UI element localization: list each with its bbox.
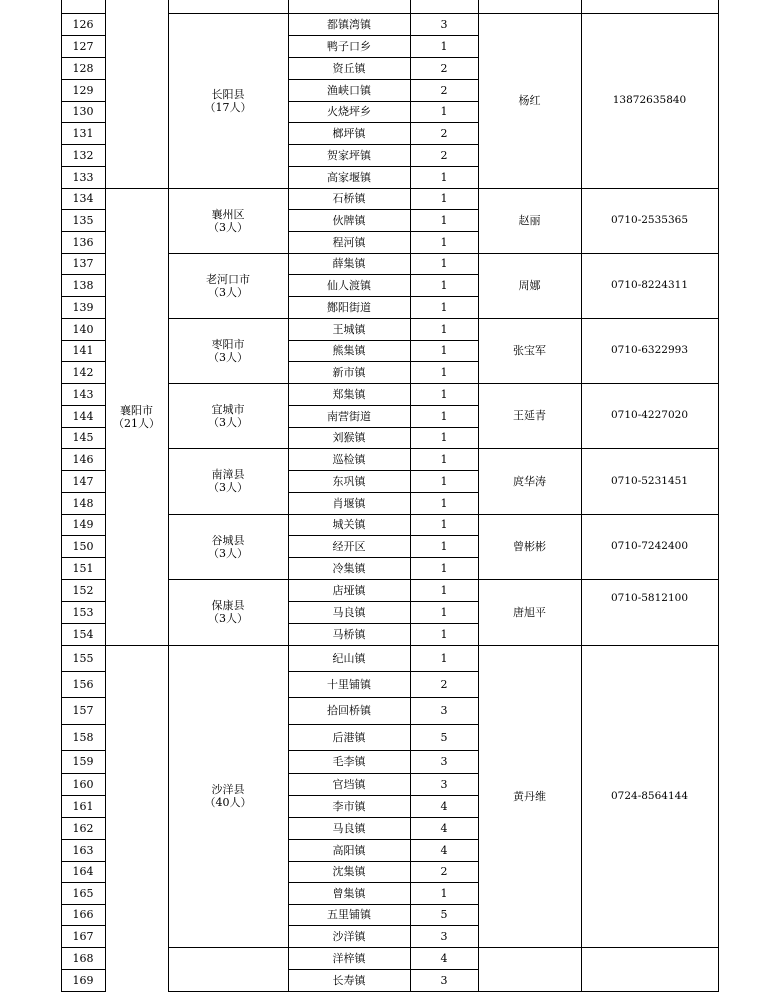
town-name: 资丘镇 — [332, 61, 366, 75]
town-name: 洋梓镇 — [332, 951, 366, 965]
row-number: 132 — [72, 148, 94, 162]
row-number: 163 — [72, 843, 94, 857]
row-number: 129 — [72, 83, 94, 97]
contact-name: 张宝军 — [513, 344, 546, 357]
town-count: 2 — [440, 83, 448, 97]
county-cell — [168, 188, 288, 253]
county-cell — [168, 514, 288, 579]
town-count: 5 — [440, 908, 448, 921]
table-rule — [478, 991, 719, 992]
county-cell-line-1: 保康县 — [211, 599, 245, 612]
town-name: 店垭镇 — [332, 583, 366, 597]
town-name: 火烧坪乡 — [327, 105, 371, 118]
town-name: 巡检镇 — [332, 452, 366, 466]
row-number: 144 — [72, 409, 94, 423]
town-name: 榔坪镇 — [332, 126, 366, 140]
town-count: 3 — [440, 755, 448, 768]
town-name: 高阳镇 — [332, 843, 366, 857]
town-count: 1 — [440, 474, 448, 488]
row-number: 130 — [72, 105, 94, 118]
row-number: 140 — [72, 322, 94, 336]
county-cell-line-2: （3人） — [208, 612, 248, 625]
row-number: 157 — [72, 704, 94, 717]
row-number: 133 — [72, 170, 94, 184]
county-cell — [168, 383, 288, 448]
row-number: 135 — [72, 213, 94, 227]
row-number: 142 — [72, 365, 94, 379]
town-count: 2 — [440, 126, 448, 140]
town-count: 1 — [440, 278, 448, 292]
town-name: 经开区 — [332, 539, 366, 553]
town-count: 1 — [440, 496, 448, 510]
row-number: 158 — [72, 730, 94, 744]
town-name: 南营街道 — [327, 409, 371, 423]
contact-phone: 0710-4227020 — [610, 409, 689, 421]
town-name: 程河镇 — [332, 235, 366, 249]
county-cell-line-2: （3人） — [208, 285, 248, 299]
town-count: 1 — [440, 561, 448, 575]
contact-name: 曾彬彬 — [513, 540, 546, 553]
row-number: 159 — [72, 755, 94, 768]
contact-name: 王延青 — [513, 409, 546, 422]
table-rule — [105, 645, 169, 646]
county-cell-line-2: （3人） — [208, 220, 248, 234]
town-name: 渔峡口镇 — [327, 83, 371, 97]
town-name: 长寿镇 — [332, 973, 366, 987]
table-rule — [61, 991, 106, 992]
town-count: 1 — [440, 409, 448, 423]
contact-name: 杨红 — [518, 94, 541, 107]
city-cell — [105, 188, 168, 645]
town-count: 1 — [440, 431, 448, 444]
table-rule — [478, 947, 719, 948]
contact-phone: 0710-2535365 — [610, 214, 689, 226]
row-number: 168 — [72, 951, 94, 965]
town-count: 3 — [440, 17, 448, 31]
town-name: 伙牌镇 — [332, 213, 366, 227]
town-name: 贺家坪镇 — [327, 148, 371, 162]
town-count: 1 — [440, 170, 448, 184]
town-count: 1 — [440, 192, 448, 205]
row-number: 139 — [72, 300, 94, 314]
town-count: 1 — [440, 213, 448, 227]
row-number: 160 — [72, 777, 94, 791]
town-name: 马良镇 — [332, 821, 366, 835]
town-count: 3 — [440, 777, 448, 791]
county-cell-line-2: （3人） — [208, 546, 248, 560]
city-cell-line-1: 襄阳市 — [120, 403, 153, 417]
county-cell — [168, 579, 288, 645]
contact-phone: 0710-7242400 — [610, 540, 689, 552]
contact-phone: 0724-8564144 — [610, 789, 689, 802]
town-name: 十里铺镇 — [327, 677, 371, 691]
row-number: 145 — [72, 431, 94, 444]
town-name: 鸭子口乡 — [327, 39, 371, 53]
town-count: 1 — [440, 300, 448, 314]
row-number: 143 — [72, 387, 94, 401]
town-count: 1 — [440, 105, 448, 118]
county-cell — [168, 645, 288, 947]
row-number: 136 — [72, 235, 94, 249]
town-count: 3 — [440, 929, 448, 943]
town-name: 沈集镇 — [332, 865, 366, 878]
county-cell-line-1: 长阳县 — [211, 87, 245, 101]
county-cell — [168, 253, 288, 318]
town-name: 冷集镇 — [332, 561, 366, 575]
town-count: 1 — [440, 322, 448, 336]
contact-name: 唐旭平 — [513, 605, 546, 619]
town-name: 酂阳街道 — [327, 300, 371, 314]
row-number: 146 — [72, 452, 94, 466]
town-name: 曾集镇 — [332, 886, 366, 900]
county-cell — [168, 448, 288, 514]
town-count: 5 — [440, 730, 448, 744]
row-number: 149 — [72, 518, 94, 531]
county-cell-line-2: （3人） — [208, 415, 248, 429]
county-cell-line-2: （3人） — [208, 350, 248, 364]
county-cell-line-2: （40人） — [204, 796, 252, 809]
table-rule — [718, 0, 719, 991]
row-number: 151 — [72, 561, 94, 575]
town-name: 王城镇 — [332, 322, 366, 336]
town-name: 东巩镇 — [332, 474, 366, 488]
row-number: 127 — [72, 39, 94, 53]
town-count: 2 — [440, 677, 448, 691]
town-name: 高家堰镇 — [327, 170, 371, 184]
town-count: 1 — [440, 605, 448, 619]
town-name: 马桥镇 — [332, 627, 366, 641]
town-count: 1 — [440, 387, 448, 401]
row-number: 138 — [72, 278, 94, 292]
town-name: 薛集镇 — [332, 257, 366, 270]
row-number: 155 — [72, 651, 94, 665]
town-count: 1 — [440, 235, 448, 249]
town-count: 4 — [440, 821, 448, 835]
row-number: 147 — [72, 474, 94, 488]
county-cell-line-1: 南漳县 — [211, 468, 245, 481]
table-rule — [288, 991, 479, 992]
town-name: 石桥镇 — [332, 192, 366, 205]
row-number: 156 — [72, 677, 94, 691]
row-number: 148 — [72, 496, 94, 510]
county-cell-line-1: 老河口市 — [206, 272, 250, 286]
town-count: 1 — [440, 39, 448, 53]
town-name: 刘猴镇 — [332, 431, 366, 444]
row-number: 128 — [72, 61, 94, 75]
contact-name: 庹华涛 — [513, 474, 546, 488]
town-name: 马良镇 — [332, 605, 366, 619]
row-number: 150 — [72, 539, 94, 553]
contact-phone: 0710-5812100 — [610, 592, 689, 605]
town-count: 2 — [440, 61, 448, 75]
table-rule — [168, 991, 289, 992]
town-count: 1 — [440, 651, 448, 665]
row-number: 134 — [72, 192, 94, 205]
contact-phone: 0710-5231451 — [610, 474, 689, 487]
county-cell-line-2: （3人） — [208, 481, 248, 494]
town-name: 毛李镇 — [332, 755, 366, 768]
town-count: 3 — [440, 704, 448, 717]
town-count: 1 — [440, 518, 448, 531]
town-name: 新市镇 — [332, 365, 366, 379]
town-count: 1 — [440, 627, 448, 641]
town-name: 李市镇 — [332, 799, 366, 813]
town-name: 后港镇 — [332, 730, 366, 744]
contact-phone: 0710-6322993 — [610, 344, 689, 356]
town-count: 1 — [440, 452, 448, 466]
town-count: 2 — [440, 865, 448, 878]
row-number: 153 — [72, 605, 94, 619]
county-cell-line-1: 枣阳市 — [211, 337, 245, 351]
city-cell-line-2: （21人） — [113, 416, 160, 430]
town-name: 纪山镇 — [332, 651, 366, 665]
town-name: 沙洋镇 — [332, 929, 366, 943]
town-name: 拾回桥镇 — [327, 704, 371, 717]
town-count: 1 — [440, 539, 448, 553]
town-name: 城关镇 — [332, 518, 366, 531]
row-number: 166 — [72, 908, 94, 921]
row-number: 141 — [72, 344, 94, 357]
row-number: 126 — [72, 17, 94, 31]
town-count: 2 — [440, 148, 448, 162]
row-number: 169 — [72, 973, 94, 987]
town-count: 4 — [440, 951, 448, 965]
row-number: 161 — [72, 799, 94, 813]
table-rule — [168, 947, 289, 948]
county-cell — [168, 318, 288, 383]
row-number: 137 — [72, 257, 94, 270]
contact-name: 黄丹维 — [513, 789, 546, 803]
town-count: 1 — [440, 344, 448, 357]
row-number: 154 — [72, 627, 94, 641]
town-name: 郑集镇 — [332, 387, 366, 401]
town-name: 肖堰镇 — [332, 496, 366, 510]
county-cell-line-2: （17人） — [204, 100, 252, 114]
contact-phone: 13872635840 — [612, 94, 687, 106]
row-number: 167 — [72, 929, 94, 943]
row-number: 165 — [72, 886, 94, 900]
town-count: 4 — [440, 843, 448, 857]
county-cell-line-1: 襄州区 — [211, 207, 245, 221]
town-name: 熊集镇 — [332, 344, 366, 357]
county-cell-line-1: 宜城市 — [211, 402, 245, 416]
row-number: 162 — [72, 821, 94, 835]
town-count: 4 — [440, 799, 448, 813]
row-number: 152 — [72, 583, 94, 597]
county-cell-line-1: 谷城县 — [211, 533, 245, 547]
town-count: 1 — [440, 365, 448, 379]
town-count: 1 — [440, 257, 448, 270]
town-count: 3 — [440, 973, 448, 987]
town-name: 官垱镇 — [332, 777, 366, 791]
town-name: 五里铺镇 — [327, 908, 371, 921]
row-number: 164 — [72, 865, 94, 878]
row-number: 131 — [72, 126, 94, 140]
town-count: 1 — [440, 583, 448, 597]
county-cell — [168, 13, 288, 188]
town-name: 仙人渡镇 — [327, 278, 371, 292]
contact-phone: 0710-8224311 — [610, 279, 689, 291]
county-cell-line-1: 沙洋县 — [211, 783, 245, 796]
contact-name: 赵丽 — [518, 214, 541, 227]
town-name: 都镇湾镇 — [327, 17, 371, 31]
town-count: 1 — [440, 886, 448, 900]
contact-name: 周娜 — [518, 279, 541, 292]
